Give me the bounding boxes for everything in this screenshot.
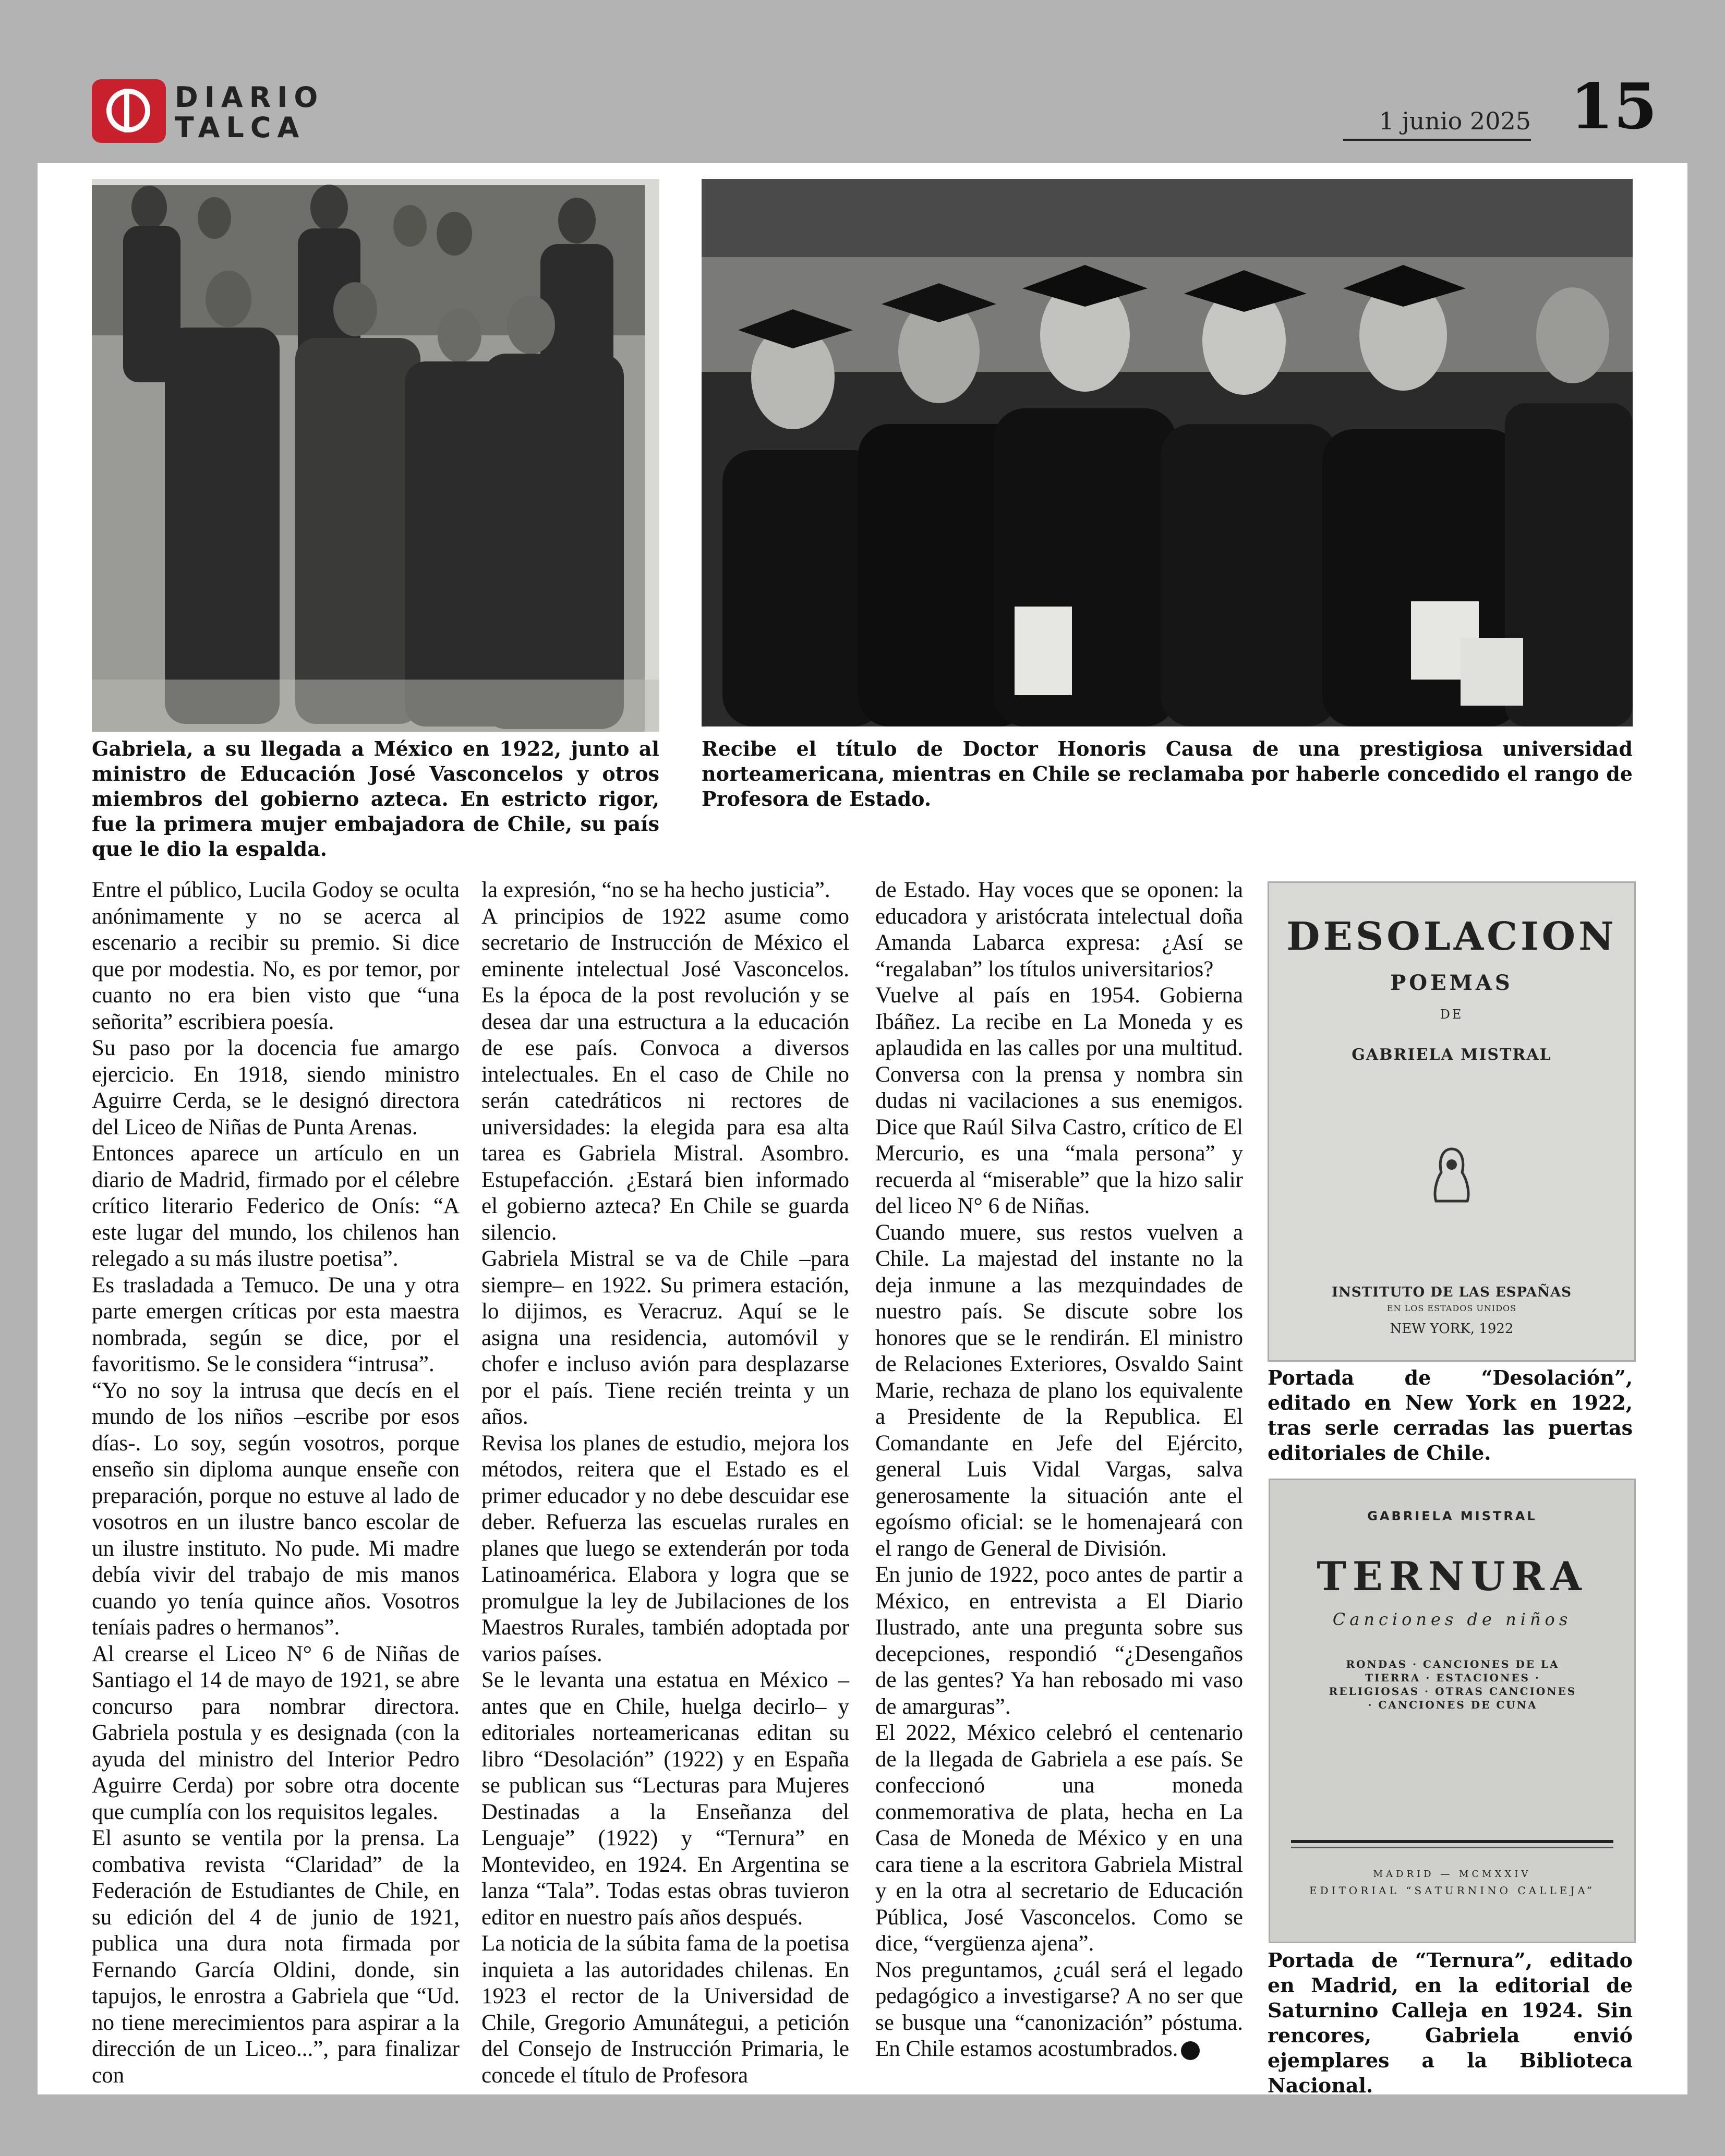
paragraph: “Yo no soy la intrusa que decís en el mundo de los niños –escribe por esos días-. Lo soy, según vosotros, porque enseño sin diploma aunque enseñe con preparación, porque no estuve al lado de vosotros en un ilustre banco escolar de un ilustre instituto. No pude. Mi madre debía vivir del trabajo de mis manos cuando yo tenía quince años. Vosotros teníais padres o hermanos”.: [92, 1378, 460, 1640]
paragraph: Revisa los planes de estudio, mejora los métodos, reitera que el Estado es el primer educador y no debe descuidar ese deber. Refuerza las escuelas rurales en planes que luego se extenderán por toda Latinoamérica. Elabora y logra que se promulgue la ley de Jubilaciones de los Maestros Rurales, también adoptada por varios países.: [481, 1431, 849, 1666]
page-number: 15: [1570, 70, 1657, 143]
logo: [92, 79, 166, 143]
cover1-caption: Portada de “Desolación”, editado en New York en 1922, tras serle cerradas las puertas editoriales de Chile.: [1268, 1366, 1633, 1464]
paragraph: Vuelve al país en 1954. Gobierna Ibáñez. La recibe en La Moneda y es aplaudida en las calles por una multitud. Conversa con la prensa y nombra sin dudas ni vacilaciones a sus enemigos. Dice que Raúl Silva Castro, crítico de El Mercurio, es una “mala persona” y recuerda al “miserable” que la hizo salir del liceo N° 6 de Niñas.: [875, 983, 1243, 1218]
cover2-place-year: MADRID — MCMXXIV: [1373, 1869, 1531, 1880]
photo1-caption: Gabriela, a su llegada a México en 1922, junto al ministro de Educación José Vasconcelos y otros miembros del gobierno azteca. En estricto rigor, fue la primera mujer embajadora de Chile, su país que le dio la espalda.: [92, 737, 659, 861]
paragraph: de Estado. Hay voces que se oponen: la educadora y aristócrata intelectual doña Amanda Labarca expresa: ¿Así se “regalaban” los títulos universitarios?: [875, 878, 1243, 982]
brand-name: [175, 82, 324, 143]
desolacion-cover: [1268, 881, 1636, 1362]
paragraph: la expresión, “no se ha hecho justicia”.: [481, 878, 830, 902]
cover2-title: TERNURA: [1317, 1553, 1588, 1600]
paragraph: Es trasladada a Temuco. De una y otra parte emergen críticas por esta maestra nombrada, según se dice, por el favoritismo. Se le considera “intrusa”.: [92, 1273, 460, 1376]
brand-line-2: TALCA: [175, 111, 306, 144]
paragraph: El asunto se ventila por la prensa. La combativa revista “Claridad” de la Federación de Estudiantes de Chile, en su edición del 4 de junio de 1921, publica una dura nota firmada por Fernando García Oldini, donde, sin tapujos, le enrostra a Gabriela que “Ud. no tiene merecimientos para aspirar a la dirección de un Liceo...”, para finalizar con: [92, 1826, 460, 2088]
vignette-icon: [1426, 1144, 1478, 1206]
cover2-contents: RONDAS · CANCIONES DE LA TIERRA · ESTACIONES · RELIGIOSAS · OTRAS CANCIONES · CANCIONES DE CUNA: [1329, 1658, 1577, 1711]
cover2-author: GABRIELA MISTRAL: [1367, 1509, 1537, 1523]
paragraph: La noticia de la súbita fama de la poetisa inquieta a las autoridades chilenas. En 1923 el rector de la Universidad de Chile, Gregorio Amunátegui, a petición del Consejo de Instrucción Primaria, le concede el título de Profesora: [481, 1931, 849, 2088]
date-rule: [1343, 139, 1531, 141]
article-column-2: [481, 877, 849, 2089]
cover2-publisher: EDITORIAL “SATURNINO CALLEJA”: [1309, 1884, 1596, 1897]
cover2-caption: Portada de “Ternura”, editado en Madrid, en la editorial de Saturnino Calleja en 1924. Sin rencores, Gabriela envió ejemplares a la Biblioteca Nacional.: [1268, 1948, 1633, 2097]
group-photo-illustration: [92, 179, 659, 732]
paragraph: Entonces aparece un artículo en un diario de Madrid, firmado por el célebre crítico literario Federico de Onís: “A este lugar del mundo, los chilenos han relegado a su más ilustre poetisa”.: [92, 1141, 460, 1271]
cover1-place-year: NEW YORK, 1922: [1390, 1321, 1514, 1337]
honoris-causa-illustration: [702, 179, 1633, 726]
paragraph: Su paso por la docencia fue amargo ejercicio. En 1918, siendo ministro Aguirre Cerda, se le designó directora del Liceo de Niñas de Punta Arenas.: [92, 1036, 460, 1140]
paragraph: A principios de 1922 asume como secretario de Instrucción de México el eminente intelectual José Vasconcelos. Es la época de la post revolución y se desea dar una estructura a la educación de ese país. Convoca a diversos intelectuales. En el caso de Chile no serán catedráticos ni rectores de universidades: la elegida para esa alta tarea es Gabriela Mistral. Asombro. Estupefacción. ¿Estará bien informado el gobierno azteca? En Chile se guarda silencio.: [481, 904, 849, 1245]
paragraph: El 2022, México celebró el centenario de la llegada de Gabriela a ese país. Se confeccionó una moneda conmemorativa de plata, hecha en La Casa de Moneda de México y en una cara tiene a la escritora Gabriela Mistral y en la otra al secretario de Educación Pública, José Vasconcelos. Como se dice, “vergüenza ajena”.: [875, 1721, 1243, 1956]
final-paragraph-text: Nos preguntamos, ¿cuál será el legado pedagógico a investigarse? A no ser que se busque una “canonización” póstuma. En Chile estamos acostumbrados.: [875, 1957, 1243, 2061]
article-column-1: [92, 877, 460, 2089]
cover1-publisher: INSTITUTO DE LAS ESPAÑAS: [1331, 1285, 1572, 1300]
paragraph: Entre el público, Lucila Godoy se oculta anónimamente y no se acerca al escenario a recibir su premio. Si dice que por modestia. No, es por temor, por cuanto no era bien visto que “una señorita” escribiera poesía.: [92, 878, 460, 1034]
group-photo: [92, 179, 659, 732]
end-of-article-icon: [1181, 2041, 1200, 2060]
cover1-de: DE: [1440, 1007, 1464, 1022]
cover2-rule: [1291, 1840, 1613, 1843]
paragraph: Se le levanta una estatua en México –antes que en Chile, huelga decirlo– y editoriales norteamericanas editan su libro “Desolación” (1922) y en España se publican sus “Lecturas para Mujeres Destinadas a la Enseñanza del Lenguaje” (1922) y “Ternura” en Montevideo, en 1924. En Argentina se lanza “Tala”. Todas estas obras tuvieron editor en nuestro país años después.: [481, 1668, 849, 1930]
cover1-author: GABRIELA MISTRAL: [1352, 1046, 1552, 1064]
photo2-caption: Recibe el título de Doctor Honoris Causa de una prestigiosa universidad norteamericana, mientras en Chile se reclamaba por haberle concedido el rango de Profesora de Estado.: [702, 737, 1633, 810]
cover1-title: DESOLACION: [1286, 914, 1617, 959]
article-column-3: [875, 877, 1243, 2063]
ternura-cover: [1269, 1479, 1636, 1943]
cover1-publisher-sub: EN LOS ESTADOS UNIDOS: [1386, 1303, 1517, 1313]
cover2-subtitle: Canciones de niños: [1332, 1609, 1572, 1629]
paragraph: [875, 1957, 1243, 2063]
paragraph: En junio de 1922, poco antes de partir a México, en entrevista a El Diario Ilustrado, ante una pregunta sobre sus decepciones, respondió “¿Desengaños de las gentes? Ya han rebosado mi vaso de amarguras”.: [875, 1563, 1243, 1719]
paragraph: Cuando muere, sus restos vuelven a Chile. La majestad del instante no la deja inmune a las mezquindades de nuestro país. Se discute sobre los honores que se le rendirán. El ministro de Relaciones Exteriores, Osvaldo Saint Marie, rechaza de plano los equivalente a Presidente de la Republica. El Comandante en Jefe del Ejército, general Luis Vidal Vargas, salva generosamente la situación ante el egoísmo oficial: se le homenajeará con el rango de General de División.: [875, 1220, 1243, 1561]
issue-date: 1 junio 2025: [1379, 107, 1531, 135]
paragraph: Al crearse el Liceo N° 6 de Niñas de Santiago el 14 de mayo de 1921, se abre concurso para nombrar directora. Gabriela postula y es designada (con la ayuda del ministro del Interior Pedro Aguirre Cerda) por sobre otra docente que cumplía con los requisitos legales.: [92, 1641, 460, 1824]
cover2-rule-thin: [1291, 1847, 1613, 1848]
brand-line-1: DIARIO: [175, 81, 324, 114]
logo-mark-icon: [106, 89, 150, 132]
cover1-subtitle: POEMAS: [1390, 971, 1513, 995]
paragraph: Gabriela Mistral se va de Chile –para siempre– en 1922. Su primera estación, lo dijimos, es Veracruz. Aquí se le asigna una residencia, automóvil y chofer e incluso avión para desplazarse por el país. Tiene recién treinta y un años.: [481, 1246, 849, 1429]
honoris-causa-photo: [702, 179, 1633, 726]
